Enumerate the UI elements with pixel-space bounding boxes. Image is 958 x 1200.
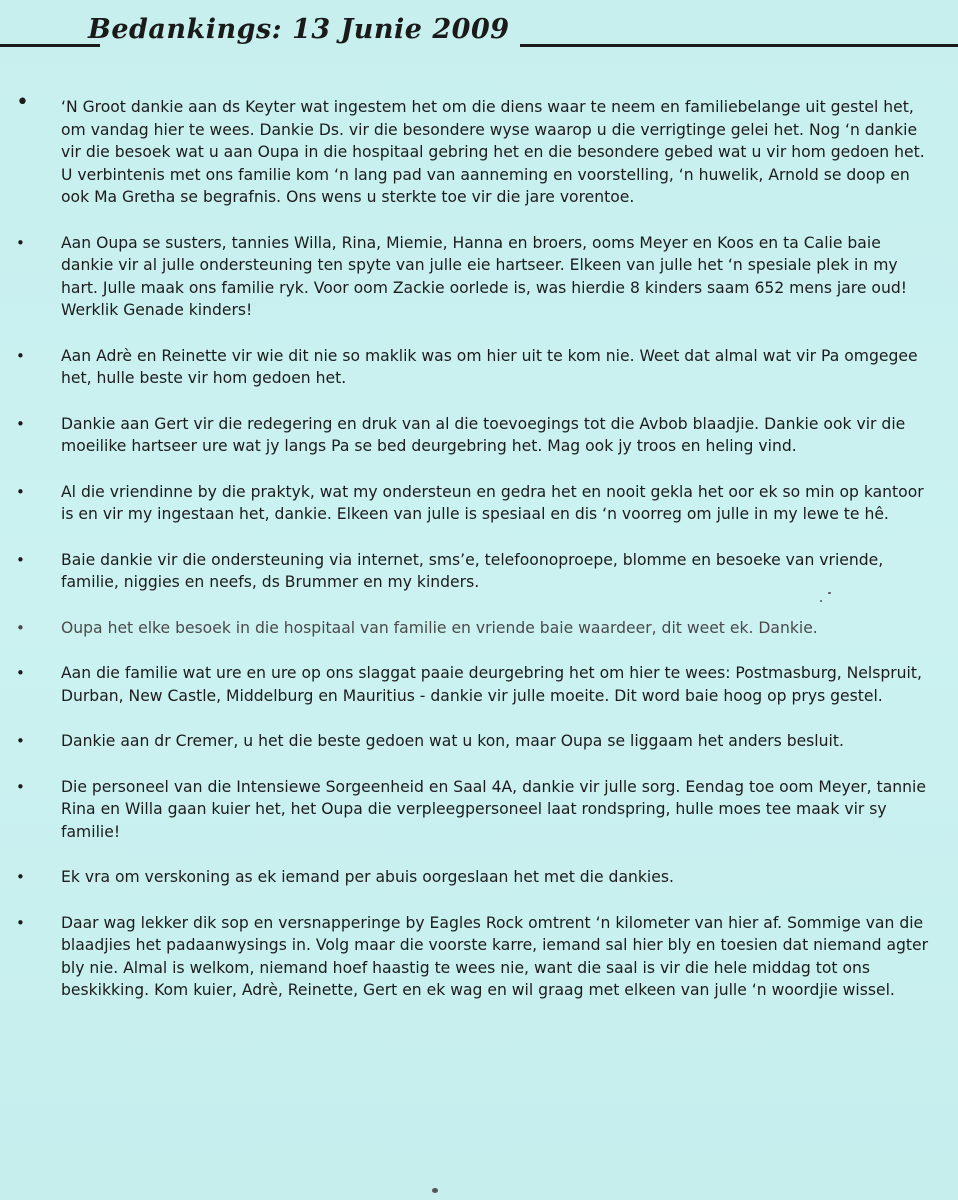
list-item-text: Dankie aan dr Cremer, u het die beste gedoen wat u kon, maar Oupa se liggaam het anders besluit. (61, 732, 844, 750)
list-item (0, 413, 958, 458)
bullet-icon: • (16, 777, 25, 796)
bullet-icon: • (16, 732, 25, 750)
bullet-icon: • (16, 482, 25, 501)
list-item-text: Aan Oupa se susters, tannies Willa, Rina, Miemie, Hanna en broers, ooms Meyer en Koos en ta Calie baie dankie vir al julle ondersteuning ten spyte van julle eie hartseer. Elkeen van julle het ‘n spesiale plek in my hart. Julle maak ons familie ryk. Voor oom Zackie oorlede is, was hierdie 8 kinders saam 652 mens jare oud! Werklik Genade kinders! (61, 233, 907, 319)
bullet-icon: • (16, 618, 25, 637)
list-item (0, 549, 958, 594)
list-item-text: Die personeel van die Intensiewe Sorgeenheid en Saal 4A, dankie vir julle sorg. Eendag toe oom Meyer, tannie Rina en Willa gaan kuier het, het Oupa die verpleegpersoneel laat rondspring, hulle moes tee maak vir sy familie! (61, 777, 926, 841)
bullet-icon: • (16, 868, 25, 886)
list-item-text: Dankie aan Gert vir die redegering en druk van al die toevoegings tot die Avbob blaadjie. Dankie ook vir die moeilike hartseer ure wat jy langs Pa se bed deurgebring het. Mag ook jy troos en heling vind. (61, 414, 906, 455)
bullet-icon: • (16, 664, 25, 682)
list-item-text: Baie dankie vir die ondersteuning via internet, sms’e, telefoonoproepe, blomme en besoeke van vriende, familie, niggies en neefs, ds Brummer en my kinders. (61, 550, 884, 591)
list-item-text: Al die vriendinne by die praktyk, wat my ondersteun en gedra het en nooit gekla het oor ek so min op kantoor is en vir my ingestaan het, dankie. Elkeen van julle is spesiaal en dis ‘n voorreg om julle in my lewe te hê. (61, 482, 924, 523)
list-item (0, 481, 958, 526)
page-header (0, 0, 958, 60)
list-item (0, 866, 958, 889)
bullet-icon: • (16, 414, 25, 433)
scan-speck (432, 1188, 438, 1193)
list-item (0, 912, 958, 1002)
list-item (0, 662, 958, 707)
list-item (0, 90, 958, 209)
list-item (0, 776, 958, 844)
list-item-text: Oupa het elke besoek in die hospitaal van familie en vriende baie waardeer, dit weet ek. Dankie. (61, 618, 818, 637)
bullet-icon: • (16, 346, 25, 365)
bullet-icon: • (16, 913, 25, 932)
scan-speck (828, 592, 831, 594)
list-item (0, 617, 958, 640)
bullet-icon: • (16, 233, 25, 252)
title-underline-left (0, 44, 100, 47)
list-item-text: Daar wag lekker dik sop en versnapperinge by Eagles Rock omtrent ‘n kilometer van hier af. Sommige van die blaadjies het padaanwysings in. Volg maar die voorste karre, iemand sal hier bly en toesien dat niemand agter bly nie. Almal is welkom, niemand hoef haastig te wees nie, want die saal is vir die hele middag tot ons beskikking. Kom kuier, Adrè, Reinette, Gert en ek wag en wil graag met elkeen van julle ‘n woordjie wissel. (61, 913, 929, 999)
bullet-icon: • (16, 550, 25, 569)
bullet-icon: • (16, 90, 29, 115)
list-item-text: Aan die familie wat ure en ure op ons slaggat paaie deurgebring het om hier te wees: Postmasburg, Nelspruit, Durban, New Castle, Middelburg en Mauritius - dankie vir julle moeite. Dit word baie hoog op prys gestel. (61, 664, 922, 705)
title-underline-right (520, 44, 958, 47)
page-title: Bedankings: 13 Junie 2009 (88, 14, 510, 45)
scan-speck (820, 600, 822, 602)
list-item (0, 730, 958, 753)
list-item (0, 345, 958, 390)
list-item-text: Aan Adrè en Reinette vir wie dit nie so maklik was om hier uit te kom nie. Weet dat almal wat vir Pa omgegee het, hulle beste vir hom gedoen het. (61, 346, 918, 387)
thanks-list (0, 90, 958, 1025)
list-item-text: ‘N Groot dankie aan ds Keyter wat ingestem het om die diens waar te neem en familiebelange uit gestel het, om vandag hier te wees. Dankie Ds. vir die besondere wyse waarop u die verrigtinge gelei het. Nog ‘n dankie vir die besoek wat u aan Oupa in die hospitaal gebring het en die besondere gebed wat u vir hom gedoen het. U verbintenis met ons familie kom ‘n lang pad van aanneming en voorstelling, ‘n huwelik, Arnold se doop en ook Ma Gretha se begrafnis. Ons wens u sterkte toe vir die jare vorentoe. (61, 98, 925, 206)
list-item (0, 232, 958, 322)
list-item-text: Ek vra om verskoning as ek iemand per abuis oorgeslaan het met die dankies. (61, 868, 674, 886)
